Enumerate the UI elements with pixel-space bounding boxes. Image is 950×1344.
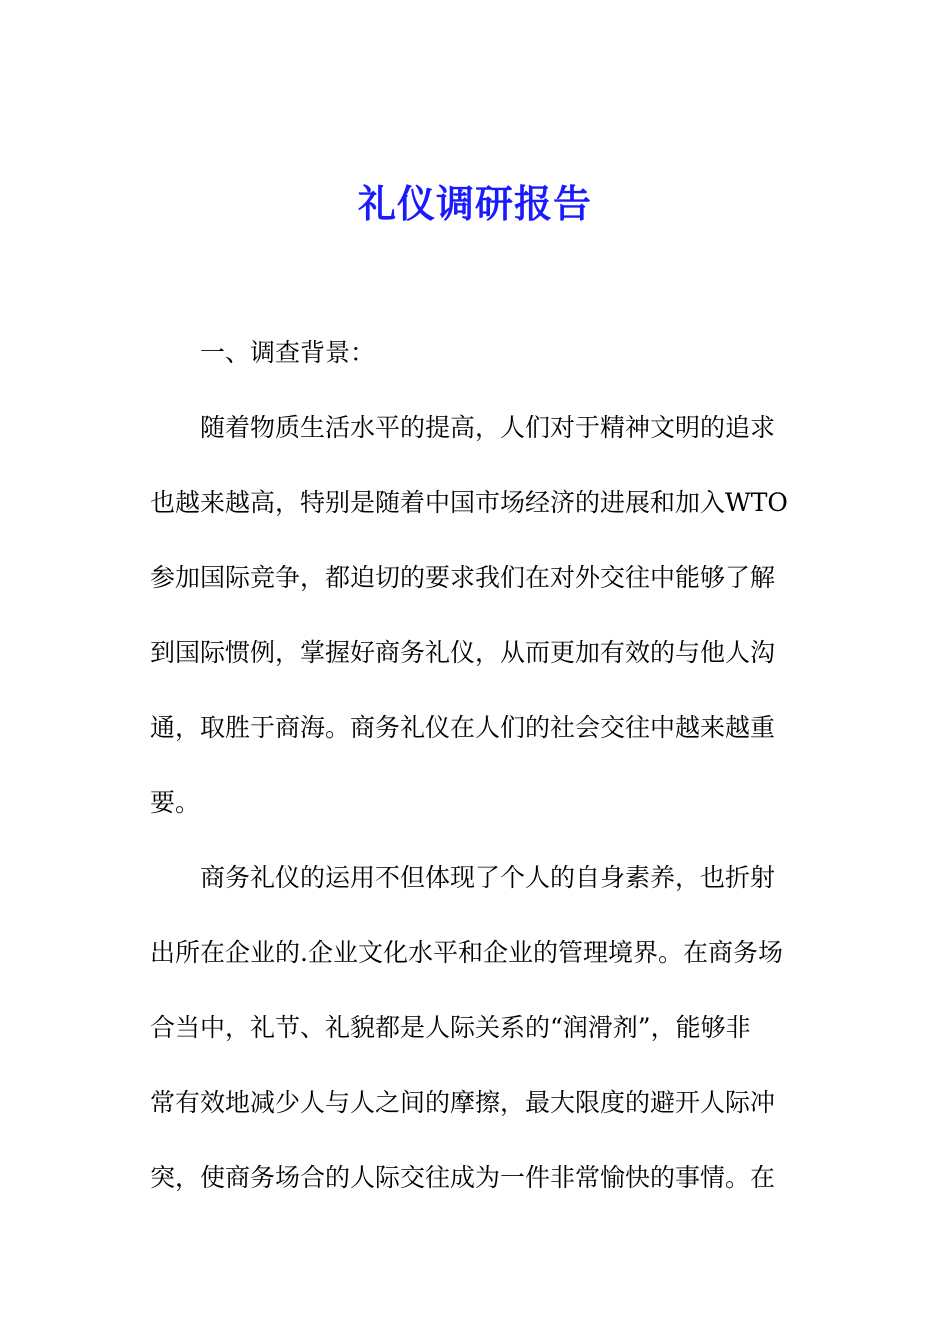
document-title: 礼仪调研报告: [357, 181, 592, 226]
paragraph-line: 通，取胜于商海。商务礼仪在人们的社会交往中越来越重: [150, 713, 776, 742]
paragraph-line: 突，使商务场合的人际交往成为一件非常愉快的事情。在: [150, 1163, 776, 1192]
paragraph-line: 参加国际竞争，都迫切的要求我们在对外交往中能够了解: [150, 563, 776, 592]
paragraph-line: 商务礼仪的运用不但体现了个人的自身素养，也折射: [200, 863, 776, 892]
paragraph-line: 随着物质生活水平的提高，人们对于精神文明的追求: [200, 413, 776, 442]
paragraph-line: 要。: [150, 788, 201, 817]
section-heading: 一、调查背景：: [200, 338, 376, 367]
paragraph-line: 到国际惯例，掌握好商务礼仪，从而更加有效的与他人沟: [150, 638, 776, 667]
paragraph-line: 常有效地减少人与人之间的摩擦，最大限度的避开人际冲: [150, 1088, 776, 1117]
paragraph-line: 合当中，礼节、礼貌都是人际关系的“润滑剂”，能够非: [150, 1013, 751, 1042]
paragraph-line: 出所在企业的.企业文化水平和企业的管理境界。在商务场: [150, 938, 783, 967]
paragraph-background-2: [150, 840, 802, 1215]
paragraph-background-1: [150, 390, 802, 840]
paragraph-line: 也越来越高，特别是随着中国市场经济的进展和加入WTO: [150, 488, 788, 517]
